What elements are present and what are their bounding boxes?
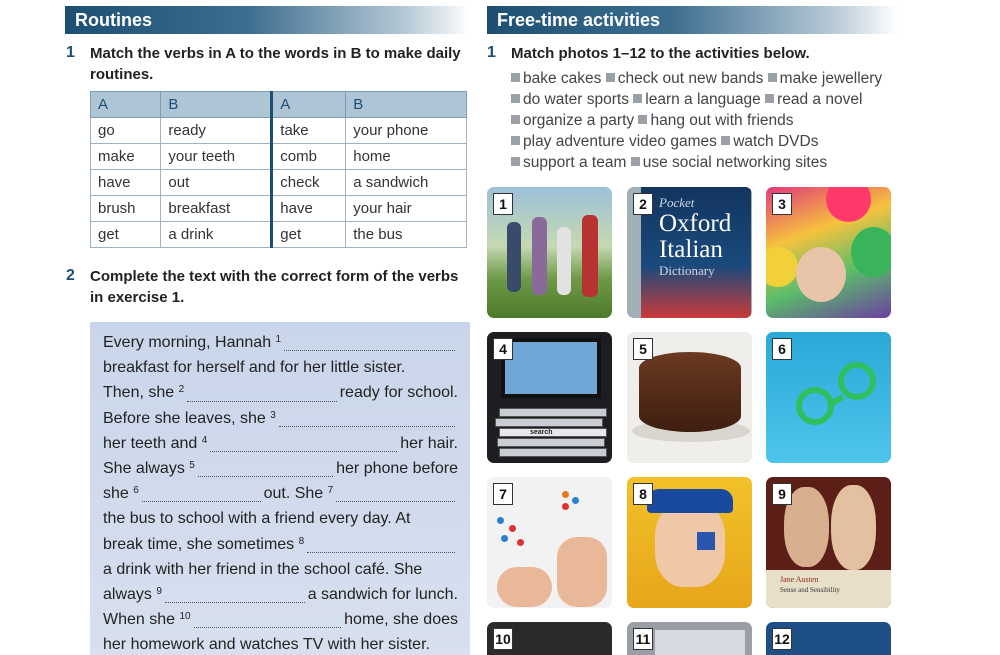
- table-cell: breakfast: [161, 196, 272, 222]
- photo-chocolate-cake: [627, 332, 752, 463]
- text-fragment: breakfast for herself and for her little sister.: [103, 359, 406, 377]
- novel-title: Sense and Sensibility: [780, 586, 840, 594]
- text-fragment: a sandwich for lunch.: [307, 586, 458, 604]
- photo-number: 2: [633, 193, 653, 215]
- table-cell: the bus: [346, 222, 467, 248]
- table-cell: brush: [91, 196, 161, 222]
- activity-line: [511, 89, 911, 110]
- column-header: B: [346, 92, 467, 118]
- text-fragment: a drink with her friend in the school café. She: [103, 560, 423, 578]
- text-fragment: home, she does: [344, 611, 458, 629]
- activity-item: hang out with friends: [650, 112, 794, 129]
- text-line: [103, 582, 458, 607]
- text-fragment: her teeth and: [103, 434, 198, 452]
- gap-blank[interactable]: [165, 585, 305, 603]
- gap-blank[interactable]: [198, 459, 333, 477]
- bullet-square-icon: [511, 94, 520, 103]
- text-fragment: Every morning, Hannah: [103, 334, 272, 351]
- dictionary-line: Italian: [659, 236, 723, 263]
- photo-friends-walking: [487, 187, 612, 318]
- table-row: [91, 144, 467, 170]
- bullet-square-icon: [511, 115, 520, 124]
- table-cell: out: [161, 170, 272, 196]
- exercise-number: 2: [66, 267, 75, 284]
- exercise-instruction: Complete the text with the correct form of the verbs in exercise 1.: [90, 268, 459, 306]
- text-fragment: her homework and watches TV with her sister.: [103, 636, 430, 654]
- exercise-instruction: Match the verbs in A to the words in B to make daily routines.: [90, 45, 461, 83]
- gap-blank[interactable]: [284, 333, 455, 351]
- gap-blank[interactable]: [307, 535, 455, 553]
- column-header: B: [161, 92, 272, 118]
- activity-item: watch DVDs: [733, 133, 819, 150]
- column-header: A: [91, 92, 161, 118]
- text-line: [103, 481, 458, 506]
- text-fragment: ready for school.: [339, 384, 458, 402]
- exercise-instruction: Match photos 1–12 to the activities below.: [511, 45, 810, 62]
- photo-number: 9: [772, 483, 792, 505]
- table-cell: comb: [272, 144, 346, 170]
- table-cell: check: [272, 170, 346, 196]
- bullet-square-icon: [765, 94, 774, 103]
- bullet-square-icon: [768, 73, 777, 82]
- table-cell: a drink: [161, 222, 272, 248]
- photo-number: 3: [772, 193, 792, 215]
- table-row: [91, 170, 467, 196]
- gap-number: 5: [189, 460, 195, 472]
- routines-table: [90, 91, 467, 248]
- bullet-square-icon: [511, 136, 520, 145]
- gap-number: 3: [270, 409, 276, 421]
- activity-item: support a team: [523, 154, 627, 171]
- bullet-square-icon: [631, 157, 640, 166]
- text-line: [103, 330, 458, 355]
- text-line: [103, 456, 458, 481]
- activity-line: [511, 110, 911, 131]
- text-line: [103, 632, 458, 655]
- dictionary-line: Pocket: [659, 195, 695, 210]
- exercise-number: 1: [487, 44, 496, 61]
- table-cell: ready: [161, 118, 272, 144]
- photo-number: 11: [633, 628, 653, 650]
- photo-12: [766, 622, 891, 655]
- gap-number: 6: [133, 485, 139, 497]
- gap-blank[interactable]: [210, 434, 397, 452]
- photo-10: [487, 622, 612, 655]
- text-fragment: her phone before: [336, 460, 458, 478]
- photo-number: 10: [493, 628, 513, 650]
- bullet-square-icon: [511, 73, 520, 82]
- photo-tv-dvds: [487, 332, 612, 463]
- table-cell: home: [346, 144, 467, 170]
- table-row: [91, 118, 467, 144]
- gap-number: 7: [327, 485, 334, 497]
- text-fragment: the bus to school with a friend every day. At: [103, 510, 411, 528]
- photo-party-balloons: [766, 187, 891, 318]
- gap-number: 4: [201, 434, 208, 446]
- table-cell: make: [91, 144, 161, 170]
- photo-number: 4: [493, 338, 513, 360]
- text-line: [103, 380, 458, 405]
- table-row: [91, 196, 467, 222]
- gap-number: 9: [156, 586, 162, 598]
- gap-blank[interactable]: [194, 610, 342, 628]
- table-cell: get: [272, 222, 346, 248]
- column-header: A: [272, 92, 346, 118]
- text-fragment: always: [103, 586, 152, 604]
- photo-jewellery-making: [487, 477, 612, 608]
- activity-item: do water sports: [523, 91, 629, 108]
- photo-dictionary: [627, 187, 752, 318]
- activity-item: organize a party: [523, 112, 635, 129]
- gap-blank[interactable]: [279, 409, 455, 427]
- gap-blank[interactable]: [142, 484, 261, 502]
- table-cell: get: [91, 222, 161, 248]
- text-line: [103, 406, 458, 431]
- dictionary-line: Oxford: [659, 210, 732, 237]
- text-line: [103, 431, 458, 456]
- bullet-square-icon: [721, 136, 730, 145]
- text-fragment: she: [103, 485, 129, 503]
- gap-number: 1: [275, 334, 282, 345]
- photo-number: 1: [493, 193, 513, 215]
- table-cell: your teeth: [161, 144, 272, 170]
- photo-number: 5: [633, 338, 653, 360]
- text-fragment: out. She: [263, 485, 324, 503]
- table-cell: go: [91, 118, 161, 144]
- section-header-free-time: Free-time activities: [487, 6, 897, 34]
- text-line: [103, 355, 458, 380]
- photo-sports-fan: [627, 477, 752, 608]
- activity-item: make jewellery: [779, 70, 883, 87]
- text-line: [103, 506, 458, 531]
- text-fragment: Before she leaves, she: [103, 409, 266, 427]
- activity-line: [511, 131, 911, 152]
- gap-number: 10: [179, 611, 191, 623]
- photo-number: 12: [772, 628, 792, 650]
- activity-item: bake cakes: [523, 70, 602, 87]
- table-header-row: [91, 92, 467, 118]
- table-cell: take: [272, 118, 346, 144]
- activity-item: learn a language: [645, 91, 761, 108]
- table-cell: have: [272, 196, 346, 222]
- text-fragment: break time, she sometimes: [103, 535, 295, 553]
- table-cell: your hair: [346, 196, 467, 222]
- gap-number: 2: [178, 384, 185, 396]
- activity-line: [511, 152, 911, 173]
- gap-fill-text: [90, 322, 470, 655]
- photo-novel: [766, 477, 891, 608]
- gap-number: 8: [298, 535, 305, 547]
- table-cell: your phone: [346, 118, 467, 144]
- dictionary-cover: [641, 187, 751, 318]
- text-fragment: her hair.: [400, 434, 458, 452]
- table-cell: a sandwich: [346, 170, 467, 196]
- photo-number: 8: [633, 483, 653, 505]
- text-line: [103, 532, 458, 557]
- gap-blank[interactable]: [187, 384, 337, 402]
- bullet-square-icon: [606, 73, 615, 82]
- novel-author: Jane Austen: [780, 575, 819, 584]
- activity-line: [511, 68, 911, 89]
- text-fragment: She always: [103, 460, 185, 478]
- text-fragment: When she: [103, 611, 176, 629]
- dvd-label: search: [499, 428, 607, 437]
- photo-number: 6: [772, 338, 792, 360]
- bullet-square-icon: [633, 94, 642, 103]
- bullet-square-icon: [638, 115, 647, 124]
- bullet-square-icon: [511, 157, 520, 166]
- activity-item: read a novel: [777, 91, 863, 108]
- text-line: [103, 607, 458, 632]
- section-header-routines: Routines: [65, 6, 470, 34]
- table-row: [91, 222, 467, 248]
- activity-item: use social networking sites: [642, 154, 828, 171]
- activity-item: check out new bands: [617, 70, 764, 87]
- activity-list: [511, 68, 911, 173]
- gap-blank[interactable]: [336, 484, 455, 502]
- photo-11: [627, 622, 752, 655]
- exercise-number: 1: [66, 44, 75, 61]
- photo-number: 7: [493, 483, 513, 505]
- text-fragment: Then, she: [103, 384, 175, 402]
- photo-swimming-goggles: [766, 332, 891, 463]
- table-cell: have: [91, 170, 161, 196]
- activity-item: play adventure video games: [523, 133, 717, 150]
- dictionary-line: Dictionary: [659, 263, 715, 278]
